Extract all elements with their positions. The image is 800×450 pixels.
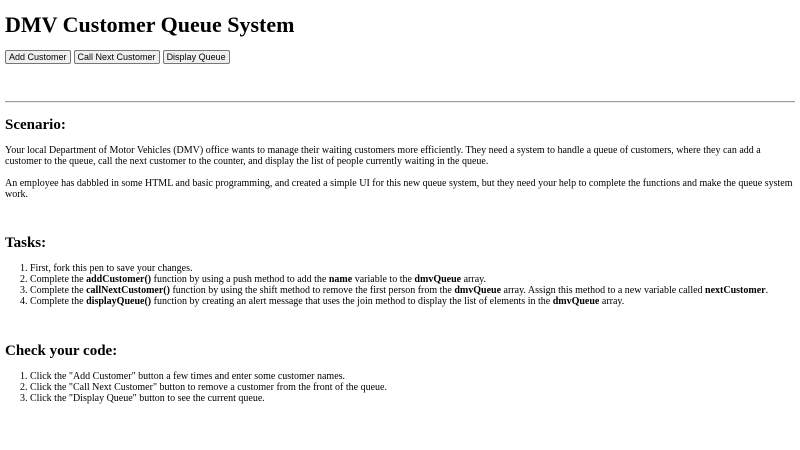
- scenario-heading: Scenario:: [5, 117, 66, 133]
- check-item: 2. Click the "Call Next Customer" button to remove a customer from the front of the queue.: [30, 382, 795, 393]
- code-term: name: [328, 274, 353, 285]
- check-heading: Check your code:: [5, 343, 118, 359]
- call-next-customer-button[interactable]: Call Next Customer: [74, 50, 160, 64]
- code-term: addCustomer(): [86, 274, 152, 285]
- scenario-paragraph-1: Your local Department of Motor Vehicles (DMV) office wants to manage their waiting customers more efficiently. They need a system to handle a queue of customers, where they can add a customer to the queue, call the next customer to the counter, and display the list of people currently waiting in the queue.: [5, 145, 761, 167]
- check-list: [5, 371, 795, 404]
- task-item: 4. Complete the displayQueue() function by creating an alert message that uses the join method to display the list of elements in the dmvQueue array.: [30, 296, 795, 307]
- add-customer-button[interactable]: Add Customer: [5, 50, 71, 64]
- code-term: dmvQueue: [454, 285, 502, 296]
- tasks-list: [5, 263, 795, 307]
- task-item: 3. Complete the callNextCustomer() function by using the shift method to remove the first person from the dmvQueue array. Assign this method to a new variable called nextCustomer.: [30, 285, 795, 296]
- check-item: 1. Click the "Add Customer" button a few times and enter some customer names.: [30, 371, 795, 382]
- divider: [5, 101, 795, 103]
- task-item: 2. Complete the addCustomer() function by using a push method to add the name variable to the dmvQueue array.: [30, 274, 795, 285]
- page-title: DMV Customer Queue System: [5, 12, 295, 37]
- code-term: displayQueue(): [86, 296, 152, 307]
- code-term: dmvQueue: [552, 296, 600, 307]
- tasks-heading: Tasks:: [5, 235, 47, 251]
- scenario-paragraph-2: An employee has dabbled in some HTML and basic programming, and created a simple UI for this new queue system, but they need your help to complete the functions and make the queue system work.: [5, 178, 793, 200]
- display-queue-button[interactable]: Display Queue: [163, 50, 230, 64]
- code-term: callNextCustomer(): [86, 285, 170, 296]
- task-item: 1. First, fork this pen to save your changes.: [30, 263, 795, 274]
- toolbar: [5, 50, 230, 64]
- code-term: dmvQueue: [414, 274, 462, 285]
- code-term: nextCustomer: [705, 285, 766, 296]
- check-item: 3. Click the "Display Queue" button to see the current queue.: [30, 393, 795, 404]
